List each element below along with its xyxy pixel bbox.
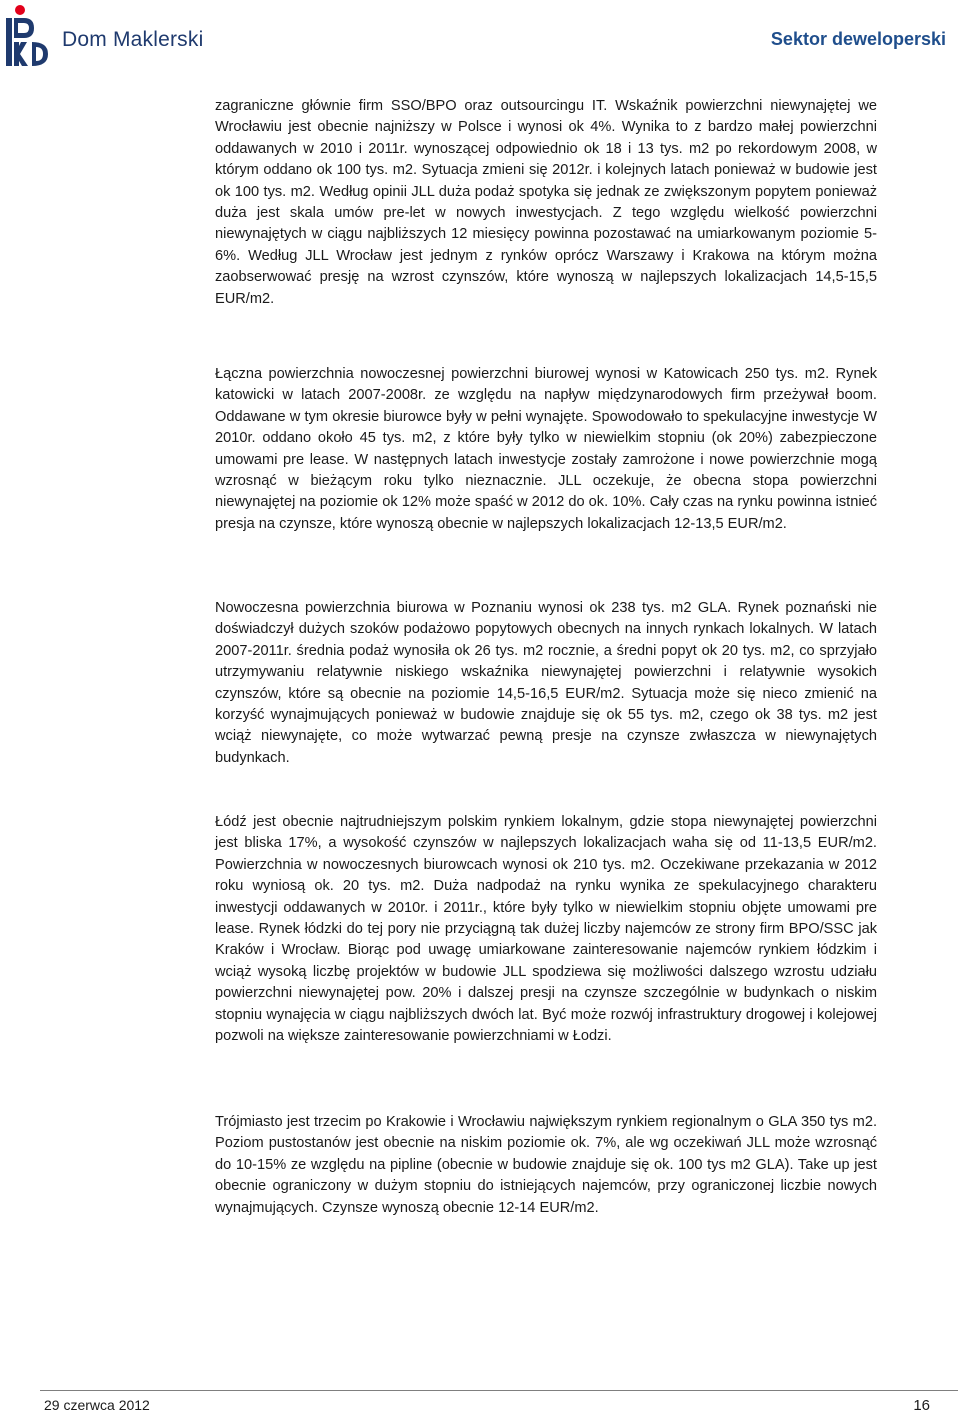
brand-name: Dom Maklerski bbox=[62, 28, 204, 51]
paragraph-wroclaw: zagraniczne głównie firm SSO/BPO oraz outsourcingu IT. Wskaźnik powierzchni niewynajętej we Wrocławiu jest obecnie najniższy w Polsce i wynosi ok 4%. Wynika to z bardzo małej powierzchni oddawanych w 2010 i 2011r. wynoszącej odpowiednio ok 18 i 13 tys. m2 po rekordowym 2008, w którym oddano ok 100 tys. m2. Sytuacja zmieni się 2012r. i kolejnych latach ponieważ w budowie jest ok 100 tys. m2. Według opinii JLL duża podaż spotyka się jednak ze zwiększonym popytem ponieważ duża jest skala umów pre-let w nowych inwestycjach. Z tego względu wielkość powierzchni niewynajętych w ciągu najbliższych 12 miesięcy powinna pozostawać na umiarkowanym poziomie 5-6%. Według JLL Wrocław jest jednym z rynków oprócz Warszawy i Krakowa na którym można zaobserwować presję na wzrost czynszów, które wynoszą w najlepszych lokalizacjach 14,5-15,5 EUR/m2. bbox=[215, 98, 877, 307]
paragraph-lodz: Łódź jest obecnie najtrudniejszym polskim rynkiem lokalnym, gdzie stopa niewynajętej powierzchni jest bliska 17%, a wysokość czynszów w najlepszych lokalizacjach waha się od 11-13,5 EUR/m2. Powierzchnia w nowoczesnych biurowcach wynosi ok 210 tys. m2. Oczekiwane przekazania w 2012 roku wyniosą ok. 20 tys. m2. Duża nadpodaż na rynku wynika ze spekulacyjnego charakteru inwestycji oddawanych w 2010r. i 2011r., które były tylko w niewielkim stopniu objęte umowami pre lease. Rynek łódzki do tej pory nie przyciągną tak dużej liczby najemców ze strony firm BPO/SSC jak Kraków i Wrocław. Biorąc pod uwagę umiarkowane zainteresowanie najemców rynkiem łódzkim i wciąż wysoką liczbę projektów w budowie JLL spodziewa się możliwości dalszego wzrostu udziału powierzchni niewynajętej pow. 20% i dalszej presji na czynsze szczególnie w budynkach o niskim stopniu wynajęcia w ciągu najbliższych dwóch lat. Być może rozwój infrastruktury drogowej i kolejowej pozwoli na większe zainteresowanie powierzchniami w Łodzi. bbox=[215, 814, 877, 1045]
footer-divider bbox=[40, 1390, 958, 1391]
paragraph-trojmiasto: Trójmiasto jest trzecim po Krakowie i Wrocławiu największym rynkiem regionalnym o GLA 350 tys m2. Poziom pustostanów jest obecnie na niskim poziomie ok. 7%, ale wg oczekiwań JLL może wzrosnąć do 10-15% ze względu na pipline (obecnie w budowie znajduje się ok. 100 tys m2 GLA). Take up jest obecnie ograniczony w dużym stopniu do istniejących najemców, przy ograniczonej liczbie nowych wynajmujących. Czynsze wynoszą obecnie 12-14 EUR/m2. bbox=[215, 1114, 877, 1216]
paragraph-poznan: Nowoczesna powierzchnia biurowa w Poznaniu wynosi ok 238 tys. m2 GLA. Rynek poznański nie doświadczył dużych szoków podażowo popytowych obecnych na innych rynkach lokalnych. W latach 2007-2011r. średnia podaż wynosiła ok 26 tys. m2 rocznie, a średni popyt ok 20 tys. m2, co sprzyjało utrzymywaniu relatywnie niskiego wskaźnika niewynajętej powierzchni i relatywnie wysokich czynszów, które są obecnie na poziomie 14,5-16,5 EUR/m2. Sytuacja może się nieco zmienić na korzyść wynajmujących ponieważ w budowie znajduje się ok 55 tys. m2, czego ok 38 tys. m2 jest wciąż niewynajęte, co może wytwarzać pewną presje na czynsze zwłaszcza w niewynajętych budynkach. bbox=[215, 600, 877, 766]
pko-logo-icon bbox=[4, 4, 50, 70]
paragraph-katowice: Łączna powierzchnia nowoczesnej powierzchni biurowej wynosi w Katowicach 250 tys. m2. Rynek katowicki w latach 2007-2008r. ze względu na napływ międzynarodowych firm przeżywał boom. Oddawane w tym okresie biurowce były w pełni wynajęte. Spowodowało to spekulacyjne inwestycje W 2010r. oddano około 45 tys. m2, z które były tylko w niewielkim stopniu (ok 20%) zabezpieczone umowami pre lease. W następnych latach inwestycje zostały zamrożone i nowe powierzchnie mogą wzrosnąć w bieżącym roku tylko nieznacznie. JLL oczekuje, że obecna stopa powierzchni niewynajętej na poziomie ok 12% może spaść w 2012 do ok. 10%. Cały czas na rynku powinna istnieć presja na czynsze, które wynoszą obecnie w najlepszych lokalizacjach 12-13,5 EUR/m2. bbox=[215, 366, 877, 532]
page-number: 16 bbox=[913, 1397, 930, 1414]
page-header bbox=[0, 0, 960, 80]
footer-date: 29 czerwca 2012 bbox=[44, 1397, 150, 1413]
section-title: Sektor deweloperski bbox=[770, 29, 946, 49]
